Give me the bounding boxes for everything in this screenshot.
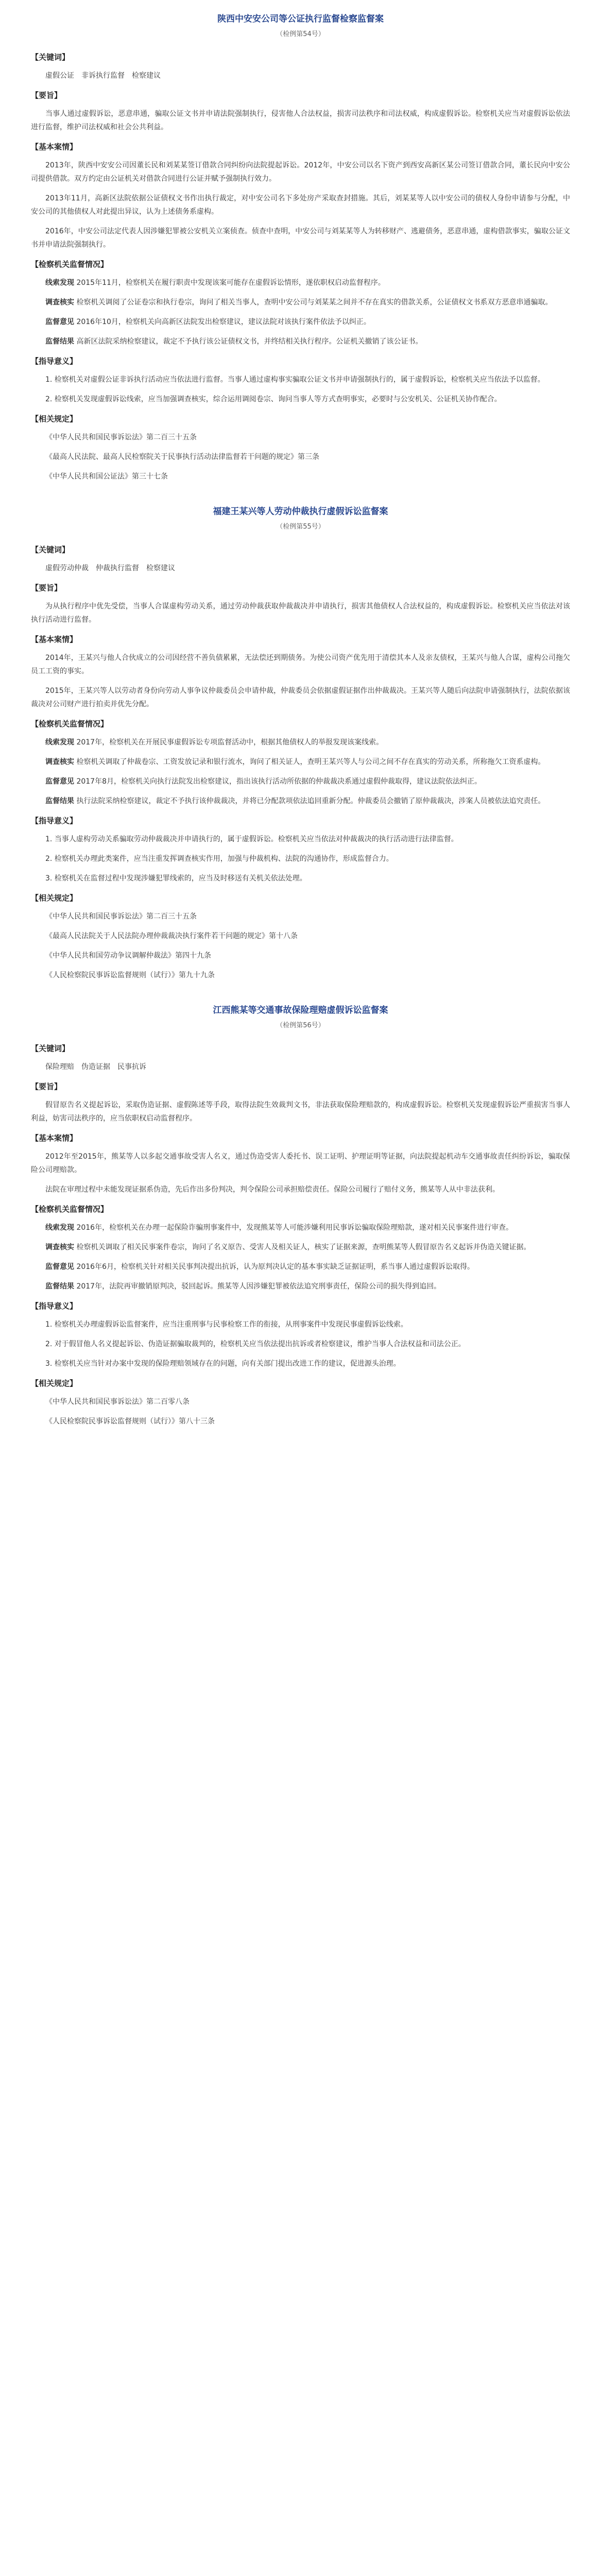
process-paragraph (31, 775, 570, 788)
facts-paragraph: 2013年11月，高新区法院依据公证债权文书作出执行裁定，对中安公司名下多处房产采取查封措施。其后，刘某某等人以中安公司的债权人身份申请参与分配，中安公司的其他债权人对此提出异议，认为上述债务系虚构。 (31, 194, 570, 216)
case-title: 江西熊某等交通事故保险理赔虚假诉讼监督案 (213, 1005, 388, 1015)
process-lead: 监督结果 (45, 337, 74, 346)
process-text: 2017年，法院再审撤销原判决，驳回起诉。熊某等人因涉嫌犯罪被依法追究刑事责任，保险公司的损失得到追回。 (76, 1282, 441, 1291)
process-lead: 监督意见 (45, 777, 74, 786)
process-text: 检察机关调取了仲裁卷宗、工资发放记录和银行流水，询问了相关证人，查明王某兴等人与公司之间不存在真实的劳动关系，所称拖欠工资系虚构。 (76, 758, 545, 766)
law-citation: 《最高人民法院关于人民法院办理仲裁裁决执行案件若干问题的规定》第十八条 (45, 932, 298, 940)
process-paragraph (31, 276, 570, 290)
summary-text: 当事人通过虚假诉讼，恶意串通，骗取公证文书并申请法院强制执行，侵害他人合法权益，损害司法秩序和司法权威，构成虚假诉讼。检察机关应当对虚假诉讼依法进行监督，维护司法权威和社会公共利益。 (31, 110, 570, 131)
guide-paragraph: 2. 对于假冒他人名义提起诉讼、伪造证据骗取裁判的，检察机关应当依法提出抗诉或者检察建议，维护当事人合法权益和司法公正。 (45, 1340, 466, 1348)
facts-heading: 【基本案情】 (31, 142, 78, 151)
guide-heading: 【指导意义】 (31, 816, 78, 825)
law-citation: 《中华人民共和国公证法》第三十七条 (45, 472, 168, 481)
case-title: 福建王某兴等人劳动仲裁执行虚假诉讼监督案 (213, 506, 388, 517)
law-heading: 【相关规定】 (31, 893, 78, 903)
case-section (0, 505, 601, 1001)
case-number: （检例第55号） (276, 523, 325, 531)
law-citation: 《中华人民共和国民事诉讼法》第二百三十五条 (45, 433, 197, 442)
guide-paragraph: 2. 检察机关办理此类案件，应当注重发挥调查核实作用，加强与仲裁机构、法院的沟通协作，形成监督合力。 (45, 855, 393, 863)
summary-text: 假冒原告名义提起诉讼，采取伪造证据、虚假陈述等手段，取得法院生效裁判文书，非法获取保险理赔款的，构成虚假诉讼。检察机关发现虚假诉讼严重损害当事人利益，妨害司法秩序的，应当依职权启动监督程序。 (31, 1101, 570, 1123)
process-text: 2016年10月，检察机关向高新区法院发出检察建议，建议法院对该执行案件依法予以纠正。 (76, 318, 371, 326)
process-text: 执行法院采纳检察建议，裁定不予执行该仲裁裁决，并将已分配款项依法追回重新分配。仲裁委员会撤销了原仲裁裁决，涉案人员被依法追究责任。 (76, 797, 545, 805)
process-heading: 【检察机关监督情况】 (31, 719, 109, 728)
keywords-text: 虚假公证 非诉执行监督 检察建议 (45, 72, 161, 80)
section-spacer (31, 489, 570, 502)
summary-heading: 【要旨】 (31, 583, 62, 592)
facts-heading: 【基本案情】 (31, 635, 78, 644)
process-lead: 调查核实 (45, 1243, 74, 1251)
law-citation: 《中华人民共和国民事诉讼法》第二百零八条 (45, 1398, 190, 1406)
process-paragraph (31, 1241, 570, 1254)
section-spacer (31, 1434, 570, 1447)
case-section (0, 1004, 601, 1447)
keywords-text: 虚假劳动仲裁 仲裁执行监督 检察建议 (45, 564, 175, 572)
case-section (0, 12, 601, 502)
process-text: 2015年11月，检察机关在履行职责中发现该案可能存在虚假诉讼情形，遂依职权启动监督程序。 (76, 279, 385, 287)
guide-paragraph: 3. 检察机关应当针对办案中发现的保险理赔领域存在的问题，向有关部门提出改进工作的建议，促进源头治理。 (45, 1360, 401, 1368)
summary-heading: 【要旨】 (31, 91, 62, 100)
process-paragraph (31, 794, 570, 808)
facts-paragraph: 2014年，王某兴与他人合伙成立的公司因经营不善负债累累，无法偿还到期债务。为使公司资产优先用于清偿其本人及亲友债权，王某兴与他人合谋，虚构公司拖欠员工工资的事实。 (31, 654, 570, 675)
process-paragraph (31, 736, 570, 749)
guide-paragraph: 1. 当事人虚构劳动关系骗取劳动仲裁裁决并申请执行的，属于虚假诉讼。检察机关应当依法对仲裁裁决的执行活动进行法律监督。 (45, 835, 458, 843)
summary-heading: 【要旨】 (31, 1082, 62, 1091)
process-lead: 监督意见 (45, 1263, 74, 1271)
keywords-heading: 【关键词】 (31, 53, 70, 62)
process-text: 高新区法院采纳检察建议，裁定不予执行该公证债权文书，并终结相关执行程序。公证机关撤销了该公证书。 (76, 337, 423, 346)
process-lead: 线索发现 (45, 1224, 74, 1232)
process-text: 2017年8月，检察机关向执行法院发出检察建议，指出该执行活动所依据的仲裁裁决系通过虚假仲裁取得，建议法院依法纠正。 (76, 777, 482, 786)
facts-heading: 【基本案情】 (31, 1133, 78, 1143)
guide-paragraph: 3. 检察机关在监督过程中发现涉嫌犯罪线索的，应当及时移送有关机关依法处理。 (45, 874, 307, 883)
process-lead: 调查核实 (45, 298, 74, 307)
keywords-heading: 【关键词】 (31, 545, 70, 554)
keywords-heading: 【关键词】 (31, 1044, 70, 1053)
process-paragraph (31, 1280, 570, 1293)
keywords-text: 保险理赔 伪造证据 民事抗诉 (45, 1063, 146, 1071)
process-lead: 监督结果 (45, 797, 74, 805)
law-citation: 《中华人民共和国民事诉讼法》第二百三十五条 (45, 912, 197, 921)
process-lead: 调查核实 (45, 758, 74, 766)
case-number: （检例第56号） (276, 1022, 325, 1029)
process-paragraph (31, 1221, 570, 1234)
guide-paragraph: 1. 检察机关办理虚假诉讼监督案件，应当注重刑事与民事检察工作的衔接，从刑事案件中发现民事虚假诉讼线索。 (45, 1320, 408, 1329)
facts-paragraph: 2013年，陕西中安安公司因董长民和刘某某签订借款合同纠纷向法院提起诉讼。2012年，中安公司以名下资产到西安高新区某公司签订借款合同，董长民向中安公司提供借款。双方约定由公证机关对借款合同进行公证并赋予强制执行效力。 (31, 161, 570, 183)
facts-paragraph: 2015年，王某兴等人以劳动者身份向劳动人事争议仲裁委员会申请仲裁，仲裁委员会依据虚假证据作出仲裁裁决。王某兴等人随后向法院申请强制执行，法院依据该裁决对公司财产进行拍卖并优先分配。 (31, 687, 570, 708)
process-paragraph (31, 335, 570, 348)
process-paragraph (31, 315, 570, 329)
law-citation: 《人民检察院民事诉讼监督规则（试行）》第八十三条 (45, 1417, 215, 1426)
process-lead: 监督结果 (45, 1282, 74, 1291)
law-citation: 《中华人民共和国劳动争议调解仲裁法》第四十九条 (45, 952, 211, 960)
law-heading: 【相关规定】 (31, 1379, 78, 1388)
facts-paragraph: 2012年至2015年，熊某等人以多起交通事故受害人名义，通过伪造受害人委托书、误工证明、护理证明等证据，向法院提起机动车交通事故责任纠纷诉讼，骗取保险公司理赔款。 (31, 1153, 570, 1174)
process-lead: 监督意见 (45, 318, 74, 326)
law-citation: 《最高人民法院、最高人民检察院关于民事执行活动法律监督若干问题的规定》第三条 (45, 453, 319, 461)
facts-paragraph: 2016年，中安公司法定代表人因涉嫌犯罪被公安机关立案侦查。侦查中查明，中安公司与刘某某等人为转移财产、逃避债务，恶意串通，虚构借款事实，骗取公证文书并申请法院强制执行。 (31, 227, 570, 249)
process-lead: 线索发现 (45, 279, 74, 287)
process-lead: 线索发现 (45, 738, 74, 747)
process-text: 检察机关调阅了公证卷宗和执行卷宗，询问了相关当事人，查明中安公司与刘某某之间并不存在真实的借款关系，公证债权文书系双方恶意串通骗取。 (76, 298, 553, 307)
process-paragraph (31, 755, 570, 769)
guide-heading: 【指导意义】 (31, 357, 78, 366)
section-spacer (31, 988, 570, 1001)
process-text: 检察机关调取了相关民事案件卷宗，询问了名义原告、受害人及相关证人，核实了证据来源，查明熊某等人假冒原告名义起诉并伪造关键证据。 (76, 1243, 531, 1251)
process-heading: 【检察机关监督情况】 (31, 1205, 109, 1214)
process-heading: 【检察机关监督情况】 (31, 260, 109, 269)
process-paragraph (31, 296, 570, 309)
process-text: 2017年，检察机关在开展民事虚假诉讼专项监督活动中，根据其他债权人的举报发现该案线索。 (76, 738, 384, 747)
guide-paragraph: 1. 检察机关对虚假公证非诉执行活动应当依法进行监督。当事人通过虚构事实骗取公证文书并申请强制执行的，属于虚假诉讼，检察机关应当依法予以监督。 (45, 376, 545, 384)
case-title: 陕西中安安公司等公证执行监督检察监督案 (217, 14, 384, 24)
facts-paragraph: 法院在审理过程中未能发现证据系伪造，先后作出多份判决，判令保险公司承担赔偿责任。保险公司履行了赔付义务，熊某等人从中非法获利。 (45, 1185, 500, 1194)
guide-heading: 【指导意义】 (31, 1301, 78, 1311)
law-citation: 《人民检察院民事诉讼监督规则（试行）》第九十九条 (45, 971, 215, 979)
law-heading: 【相关规定】 (31, 414, 78, 423)
process-text: 2016年，检察机关在办理一起保险诈骗刑事案件中，发现熊某等人可能涉嫌利用民事诉讼骗取保险理赔款，遂对相关民事案件进行审查。 (76, 1224, 513, 1232)
process-text: 2016年6月，检察机关针对相关民事判决提出抗诉，认为原判决认定的基本事实缺乏证据证明，系当事人通过虚假诉讼取得。 (76, 1263, 474, 1271)
guide-paragraph: 2. 检察机关发现虚假诉讼线索，应当加强调查核实，综合运用调阅卷宗、询问当事人等方式查明事实，必要时与公安机关、公证机关协作配合。 (45, 395, 502, 403)
process-paragraph (31, 1260, 570, 1274)
case-number: （检例第54号） (276, 30, 325, 38)
summary-text: 为从执行程序中优先受偿，当事人合谋虚构劳动关系，通过劳动仲裁获取仲裁裁决并申请执行，损害其他债权人合法权益的，构成虚假诉讼。检察机关应当依法对该执行活动进行监督。 (31, 602, 570, 624)
